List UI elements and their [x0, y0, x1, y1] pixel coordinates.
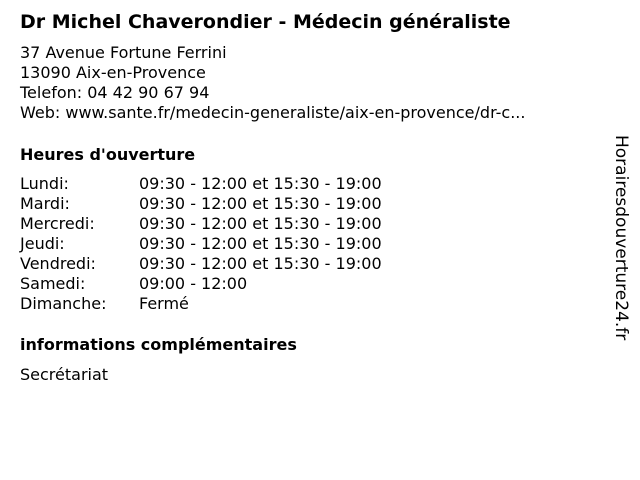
- address-city: 13090 Aix-en-Provence: [20, 63, 206, 82]
- hours-row-friday: [20, 254, 382, 274]
- site-watermark: [612, 135, 632, 375]
- hours-time: 09:30 - 12:00 et 15:30 - 19:00: [139, 254, 382, 273]
- hours-time: 09:00 - 12:00: [139, 274, 248, 293]
- page-title: Dr Michel Chaverondier - Médecin généraliste: [20, 11, 511, 33]
- contact-info: [20, 43, 525, 123]
- hours-row-sunday: [20, 294, 382, 314]
- hours-day: Vendredi:: [20, 254, 96, 273]
- additional-info-heading: informations complémentaires: [20, 335, 297, 354]
- hours-row-saturday: [20, 274, 382, 294]
- watermark-text: Horairesdouverture24.fr: [611, 135, 631, 341]
- hours-row-thursday: [20, 234, 382, 254]
- hours-day: Lundi:: [20, 174, 69, 193]
- hours-time: 09:30 - 12:00 et 15:30 - 19:00: [139, 234, 382, 253]
- website-link: Web: www.sante.fr/medecin-generaliste/aix-en-provence/dr-c...: [20, 103, 526, 122]
- opening-hours-table: [20, 174, 382, 314]
- hours-time: 09:30 - 12:00 et 15:30 - 19:00: [139, 194, 382, 213]
- hours-time: Fermé: [139, 294, 189, 313]
- address-street: 37 Avenue Fortune Ferrini: [20, 43, 227, 62]
- hours-day: Mardi:: [20, 194, 70, 213]
- hours-day: Jeudi:: [20, 234, 65, 253]
- hours-day: Dimanche:: [20, 294, 107, 313]
- hours-time: 09:30 - 12:00 et 15:30 - 19:00: [139, 174, 382, 193]
- opening-hours-heading: Heures d'ouverture: [20, 145, 196, 164]
- hours-day: Samedi:: [20, 274, 86, 293]
- hours-day: Mercredi:: [20, 214, 95, 233]
- hours-time: 09:30 - 12:00 et 15:30 - 19:00: [139, 214, 382, 233]
- hours-row-tuesday: [20, 194, 382, 214]
- phone-number: Telefon: 04 42 90 67 94: [20, 83, 210, 102]
- hours-row-monday: [20, 174, 382, 194]
- hours-row-wednesday: [20, 214, 382, 234]
- additional-info-value: Secrétariat: [20, 365, 109, 384]
